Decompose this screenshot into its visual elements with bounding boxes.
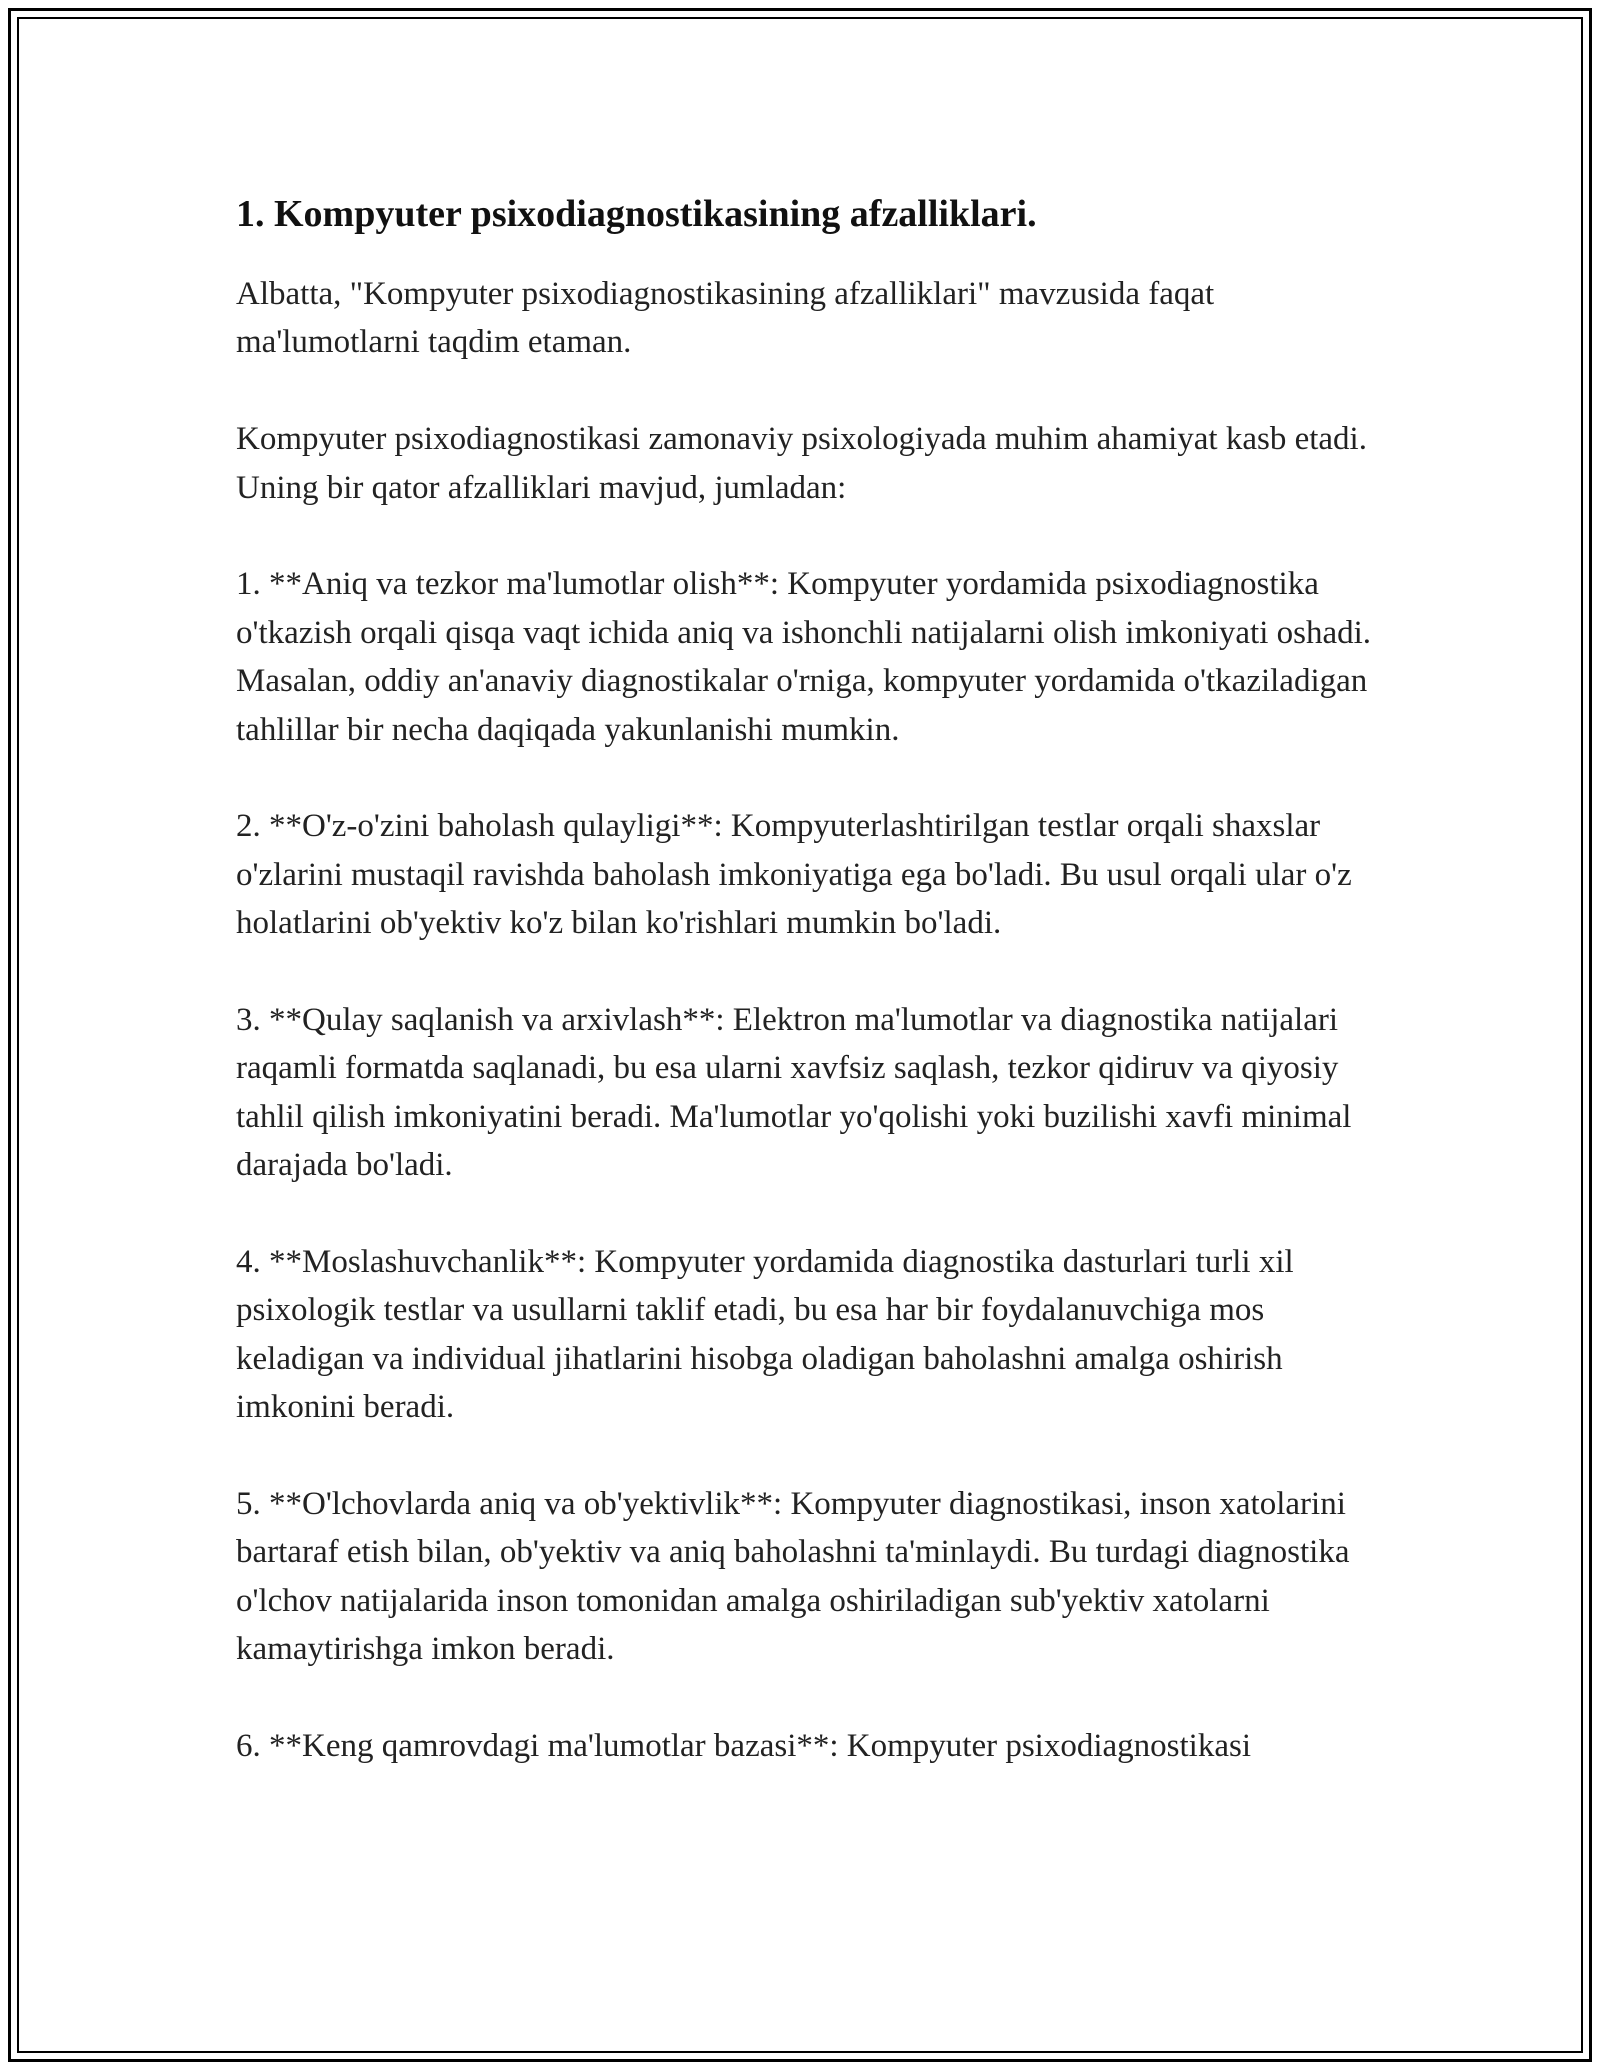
document-title: 1. Kompyuter psixodiagnostikasining afzalliklari. [236, 193, 1037, 235]
overview-paragraph: Kompyuter psixodiagnostikasi zamonaviy psixologiyada muhim ahamiyat kasb etadi. Uning bir qator afzalliklari mavjud, jumladan: [236, 421, 1367, 506]
list-item-5: 5. **O'lchovlarda aniq va ob'yektivlik**: Kompyuter diagnostikasi, inson xatolarini bartaraf etish bilan, ob'yektiv va aniq baholashni ta'minlaydi. Bu turdagi diagnostika o'lchov natijalarida inson tomonidan amalga oshiriladigan sub'yektiv xatolarni kamaytirishga imkon beradi. [236, 1486, 1350, 1668]
list-item-3: 3. **Qulay saqlanish va arxivlash**: Elektron ma'lumotlar va diagnostika natijalari raqamli formatda saqlanadi, bu esa ularni xavfsiz saqlash, tezkor qidiruv va qiyosiy tahlil qilish imkoniyatini beradi. Ma'lumotlar yo'qolishi yoki buzilishi xavfi minimal darajada bo'ladi. [236, 1002, 1352, 1184]
intro-paragraph: Albatta, "Kompyuter psixodiagnostikasining afzalliklari" mavzusida faqat ma'lumotlarni taqdim etaman. [236, 276, 1215, 361]
document-body [236, 186, 1376, 1819]
list-item-6: 6. **Keng qamrovdagi ma'lumotlar bazasi**: Kompyuter psixodiagnostikasi [236, 1728, 1252, 1765]
list-item-2: 2. **O'z-o'zini baholash qulayligi**: Kompyuterlashtirilgan testlar orqali shaxslar o'zlarini mustaqil ravishda baholash imkoniyatiga ega bo'ladi. Bu usul orqali ular o'z holatlarini ob'yektiv ko'z bilan ko'rishlari mumkin bo'ladi. [236, 808, 1352, 942]
list-item-4: 4. **Moslashuvchanlik**: Kompyuter yordamida diagnostika dasturlari turli xil psixologik testlar va usullarni taklif etadi, bu esa har bir foydalanuvchiga mos keladigan va individual jihatlarini hisobga oladigan baholashni amalga oshirish imkonini beradi. [236, 1244, 1294, 1426]
list-item-1: 1. **Aniq va tezkor ma'lumotlar olish**: Kompyuter yordamida psixodiagnostika o'tkazish orqali qisqa vaqt ichida aniq va ishonchli natijalarni olish imkoniyati oshadi. Masalan, oddiy an'anaviy diagnostikalar o'rniga, kompyuter yordamida o'tkaziladigan tahlillar bir necha daqiqada yakunlanishi mumkin. [236, 566, 1372, 748]
